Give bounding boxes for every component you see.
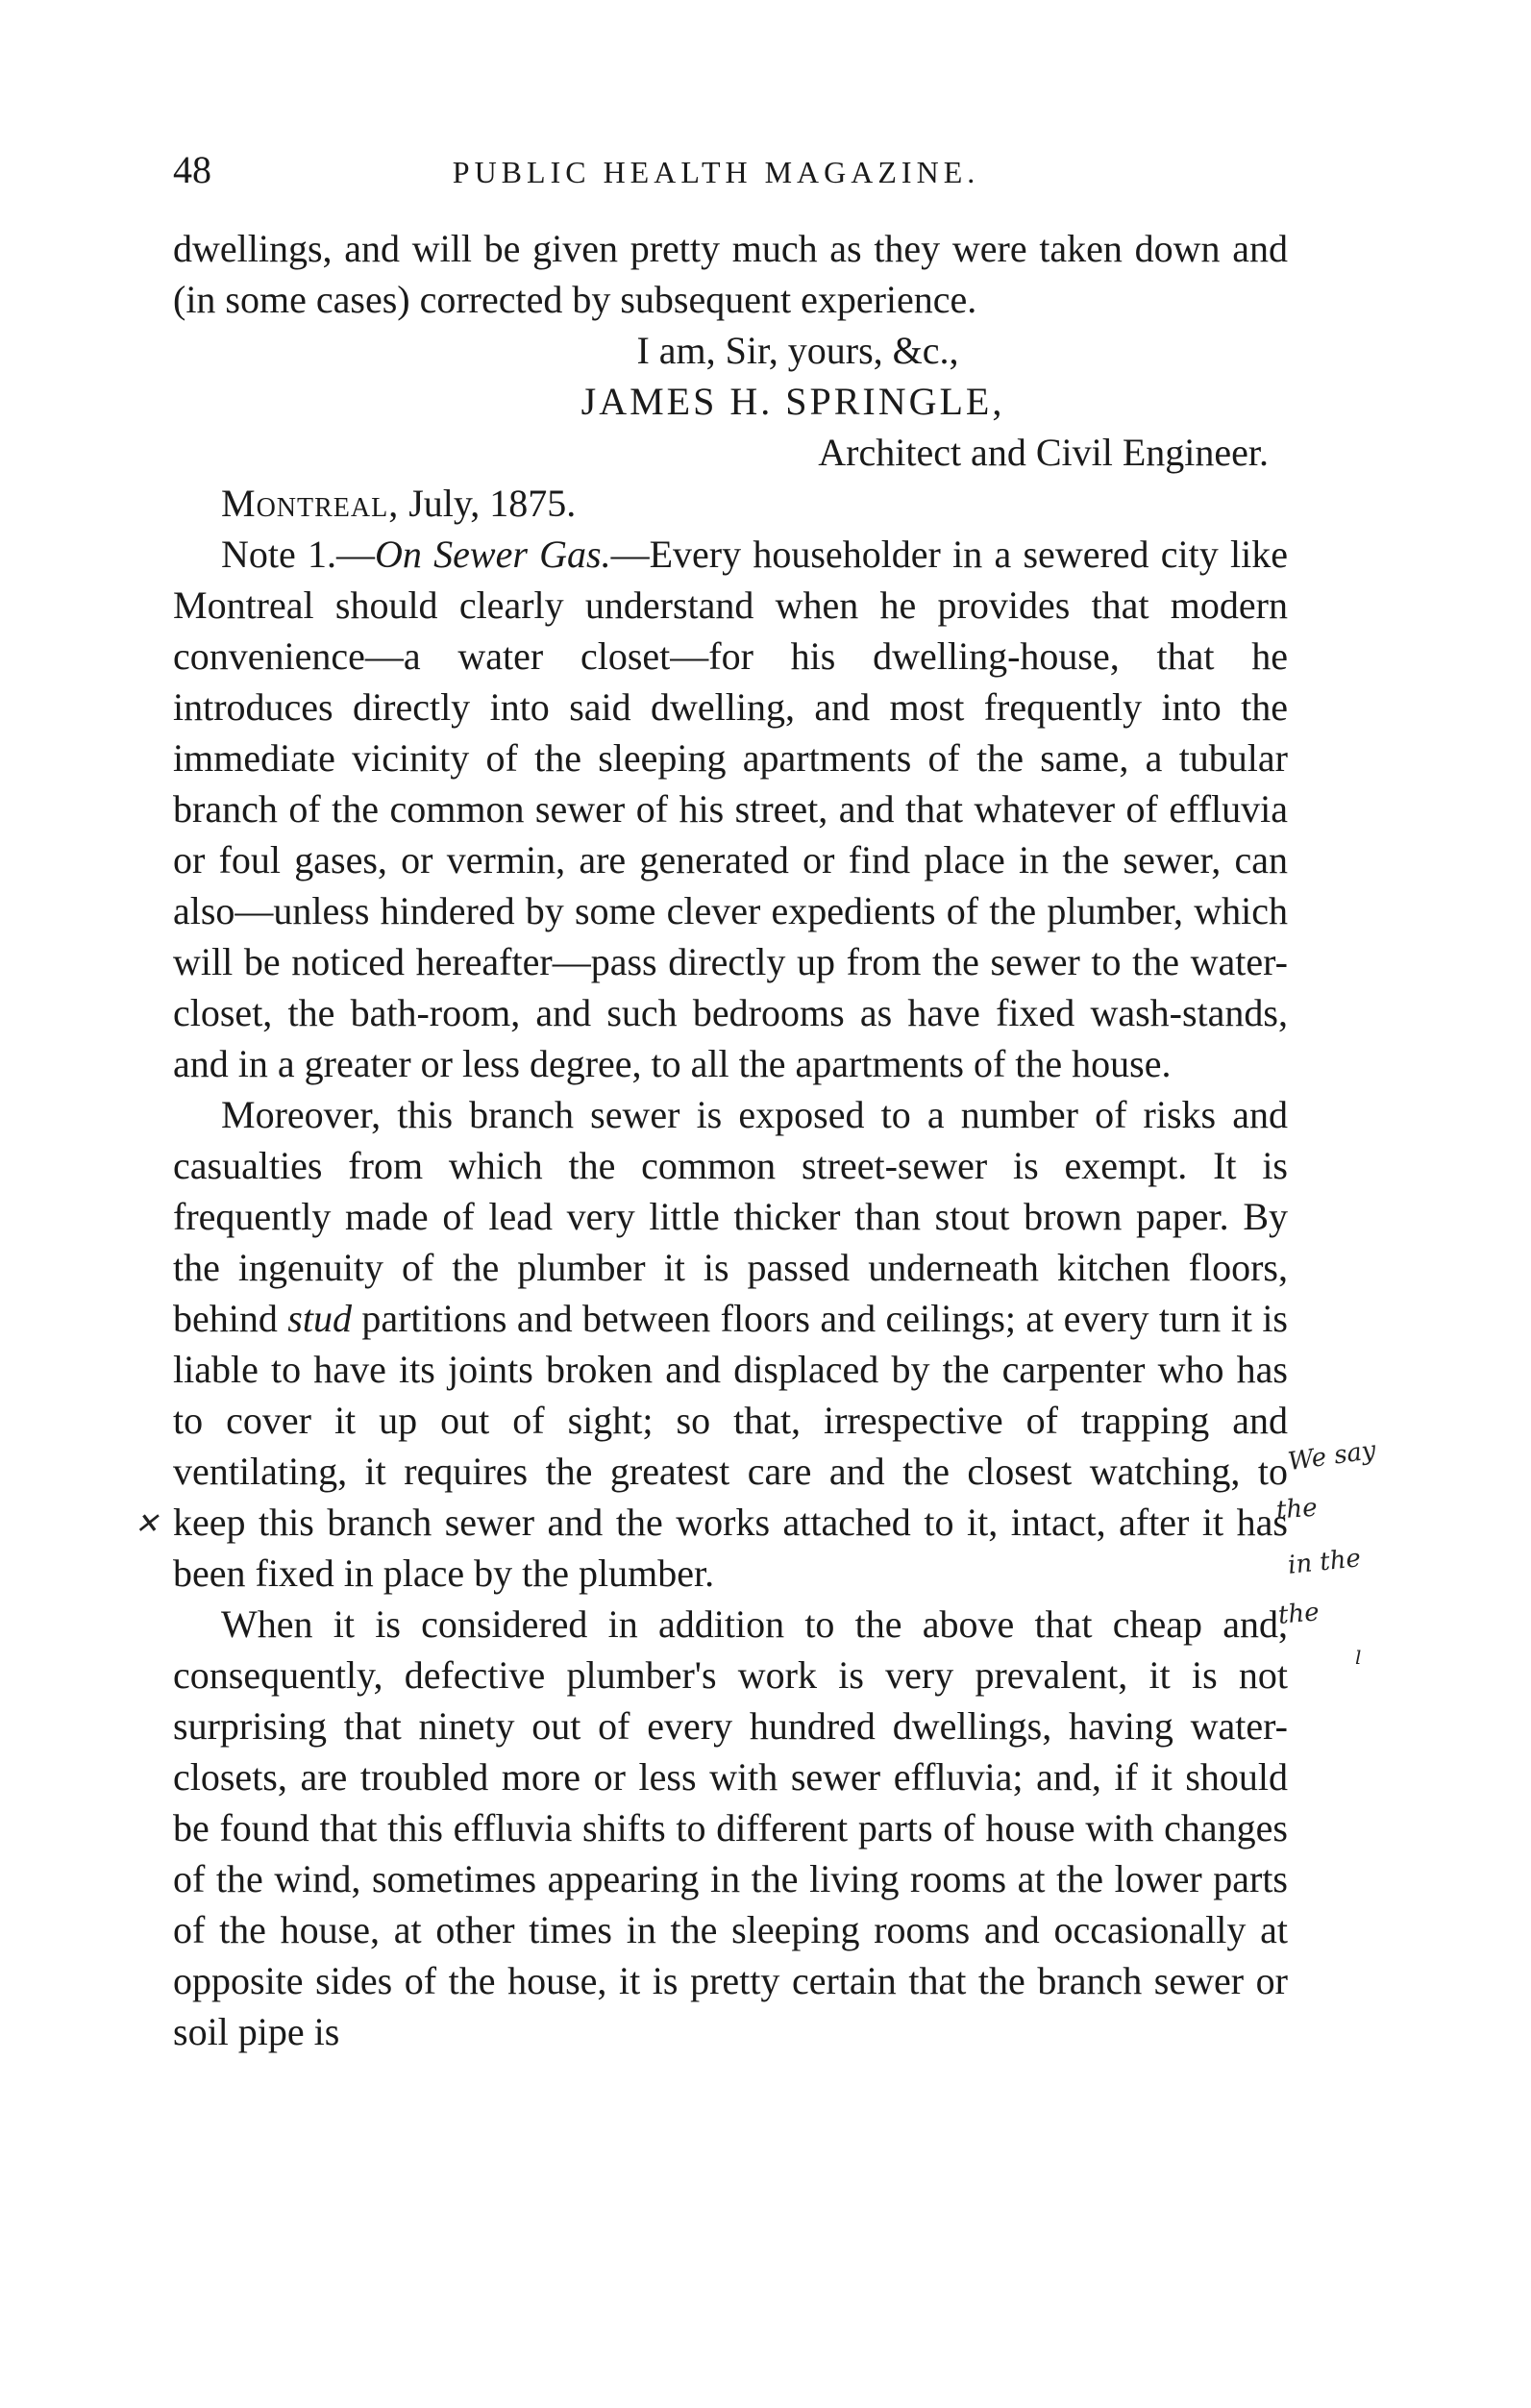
- page-header: [173, 144, 1288, 198]
- dateline-date: July, 1875.: [408, 482, 577, 525]
- paragraph-2-text-b: partitions and between floors and ceilings; at every turn it is liable to have its joints broken and displaced by the carpenter who has to cover it up out of sight; so that, irrespective of trapping and ventilating, it requires the greatest care and the closest watching, to keep this branch sewer and the works attached to it, intact, after it has been fixed in place by the plumber.: [173, 1297, 1288, 1595]
- marginal-annotation-2: the: [1275, 1493, 1319, 1526]
- signature-title: Architect and Civil Engineer.: [818, 431, 1269, 474]
- document-page: [173, 144, 1288, 2057]
- letter-continuation: dwellings, and will be given pretty much as they were taken down and (in some cases) corrected by subsequent experience.: [173, 227, 1288, 321]
- note-body: —Every householder in a sewered city like Montreal should clearly understand when he provides that modern convenience—a water closet—for his dwelling-house, that he introduces directly into said dwelling, and most frequently into the immediate vicinity of the sleeping apartments of the same, a tubular branch of the common sewer of his street, and that whatever of effluvia or foul gases, or vermin, are generated or find place in the sewer, can also—unless hindered by some clever expedients of the plumber, which will be noticed hereafter—pass directly up from the sewer to the water-closet, the bath-room, and such bedrooms as have fixed wash-stands, and in a greater or less degree, to all the apartments of the house.: [173, 533, 1288, 1085]
- insertion-mark-icon: ✕: [135, 1507, 160, 1541]
- running-head: PUBLIC HEALTH MAGAZINE.: [452, 155, 980, 189]
- note-heading: On Sewer Gas.: [375, 533, 611, 576]
- page-number: 48: [173, 148, 211, 191]
- dateline-place: Montreal,: [221, 482, 400, 525]
- marginal-annotation-4: the: [1276, 1598, 1321, 1630]
- note-label: Note 1.—: [221, 533, 376, 576]
- dateline: [173, 478, 1288, 529]
- body-paragraph-3: When it is considered in addition to the above that cheap and, consequently, defective plumber's work is very prevalent, it is not surprising that ninety out of every hundred dwellings, having water-closets, are troubled more or less with sewer effluvia; and, if it should be found that this effluvia shifts to different parts of house with changes of the wind, sometimes appearing in the living rooms at the lower parts of the house, at other times in the sleeping rooms and occasionally at opposite sides of the house, it is pretty certain that the branch sewer or soil pipe is: [173, 1602, 1288, 2053]
- paragraph-2-stud: stud: [287, 1297, 352, 1340]
- marginal-annotation-1: We say: [1286, 1435, 1378, 1477]
- letter-signature: JAMES H. SPRINGLE,: [580, 380, 1005, 423]
- marginal-annotation-3: in the: [1286, 1544, 1363, 1580]
- marginal-annotation-5: l: [1355, 1646, 1362, 1669]
- letter-closing: I am, Sir, yours, &c.,: [636, 329, 959, 372]
- body-paragraph-2: [173, 1089, 1288, 1599]
- paragraph-2-text-a: Moreover, this branch sewer is exposed to a number of risks and casualties from which the common street-sewer is exempt. It is frequently made of lead very little thicker than stout brown paper. By the ingenuity of the plumber it is passed underneath kitchen floors, behind: [173, 1093, 1288, 1340]
- note-paragraph: [173, 529, 1288, 1089]
